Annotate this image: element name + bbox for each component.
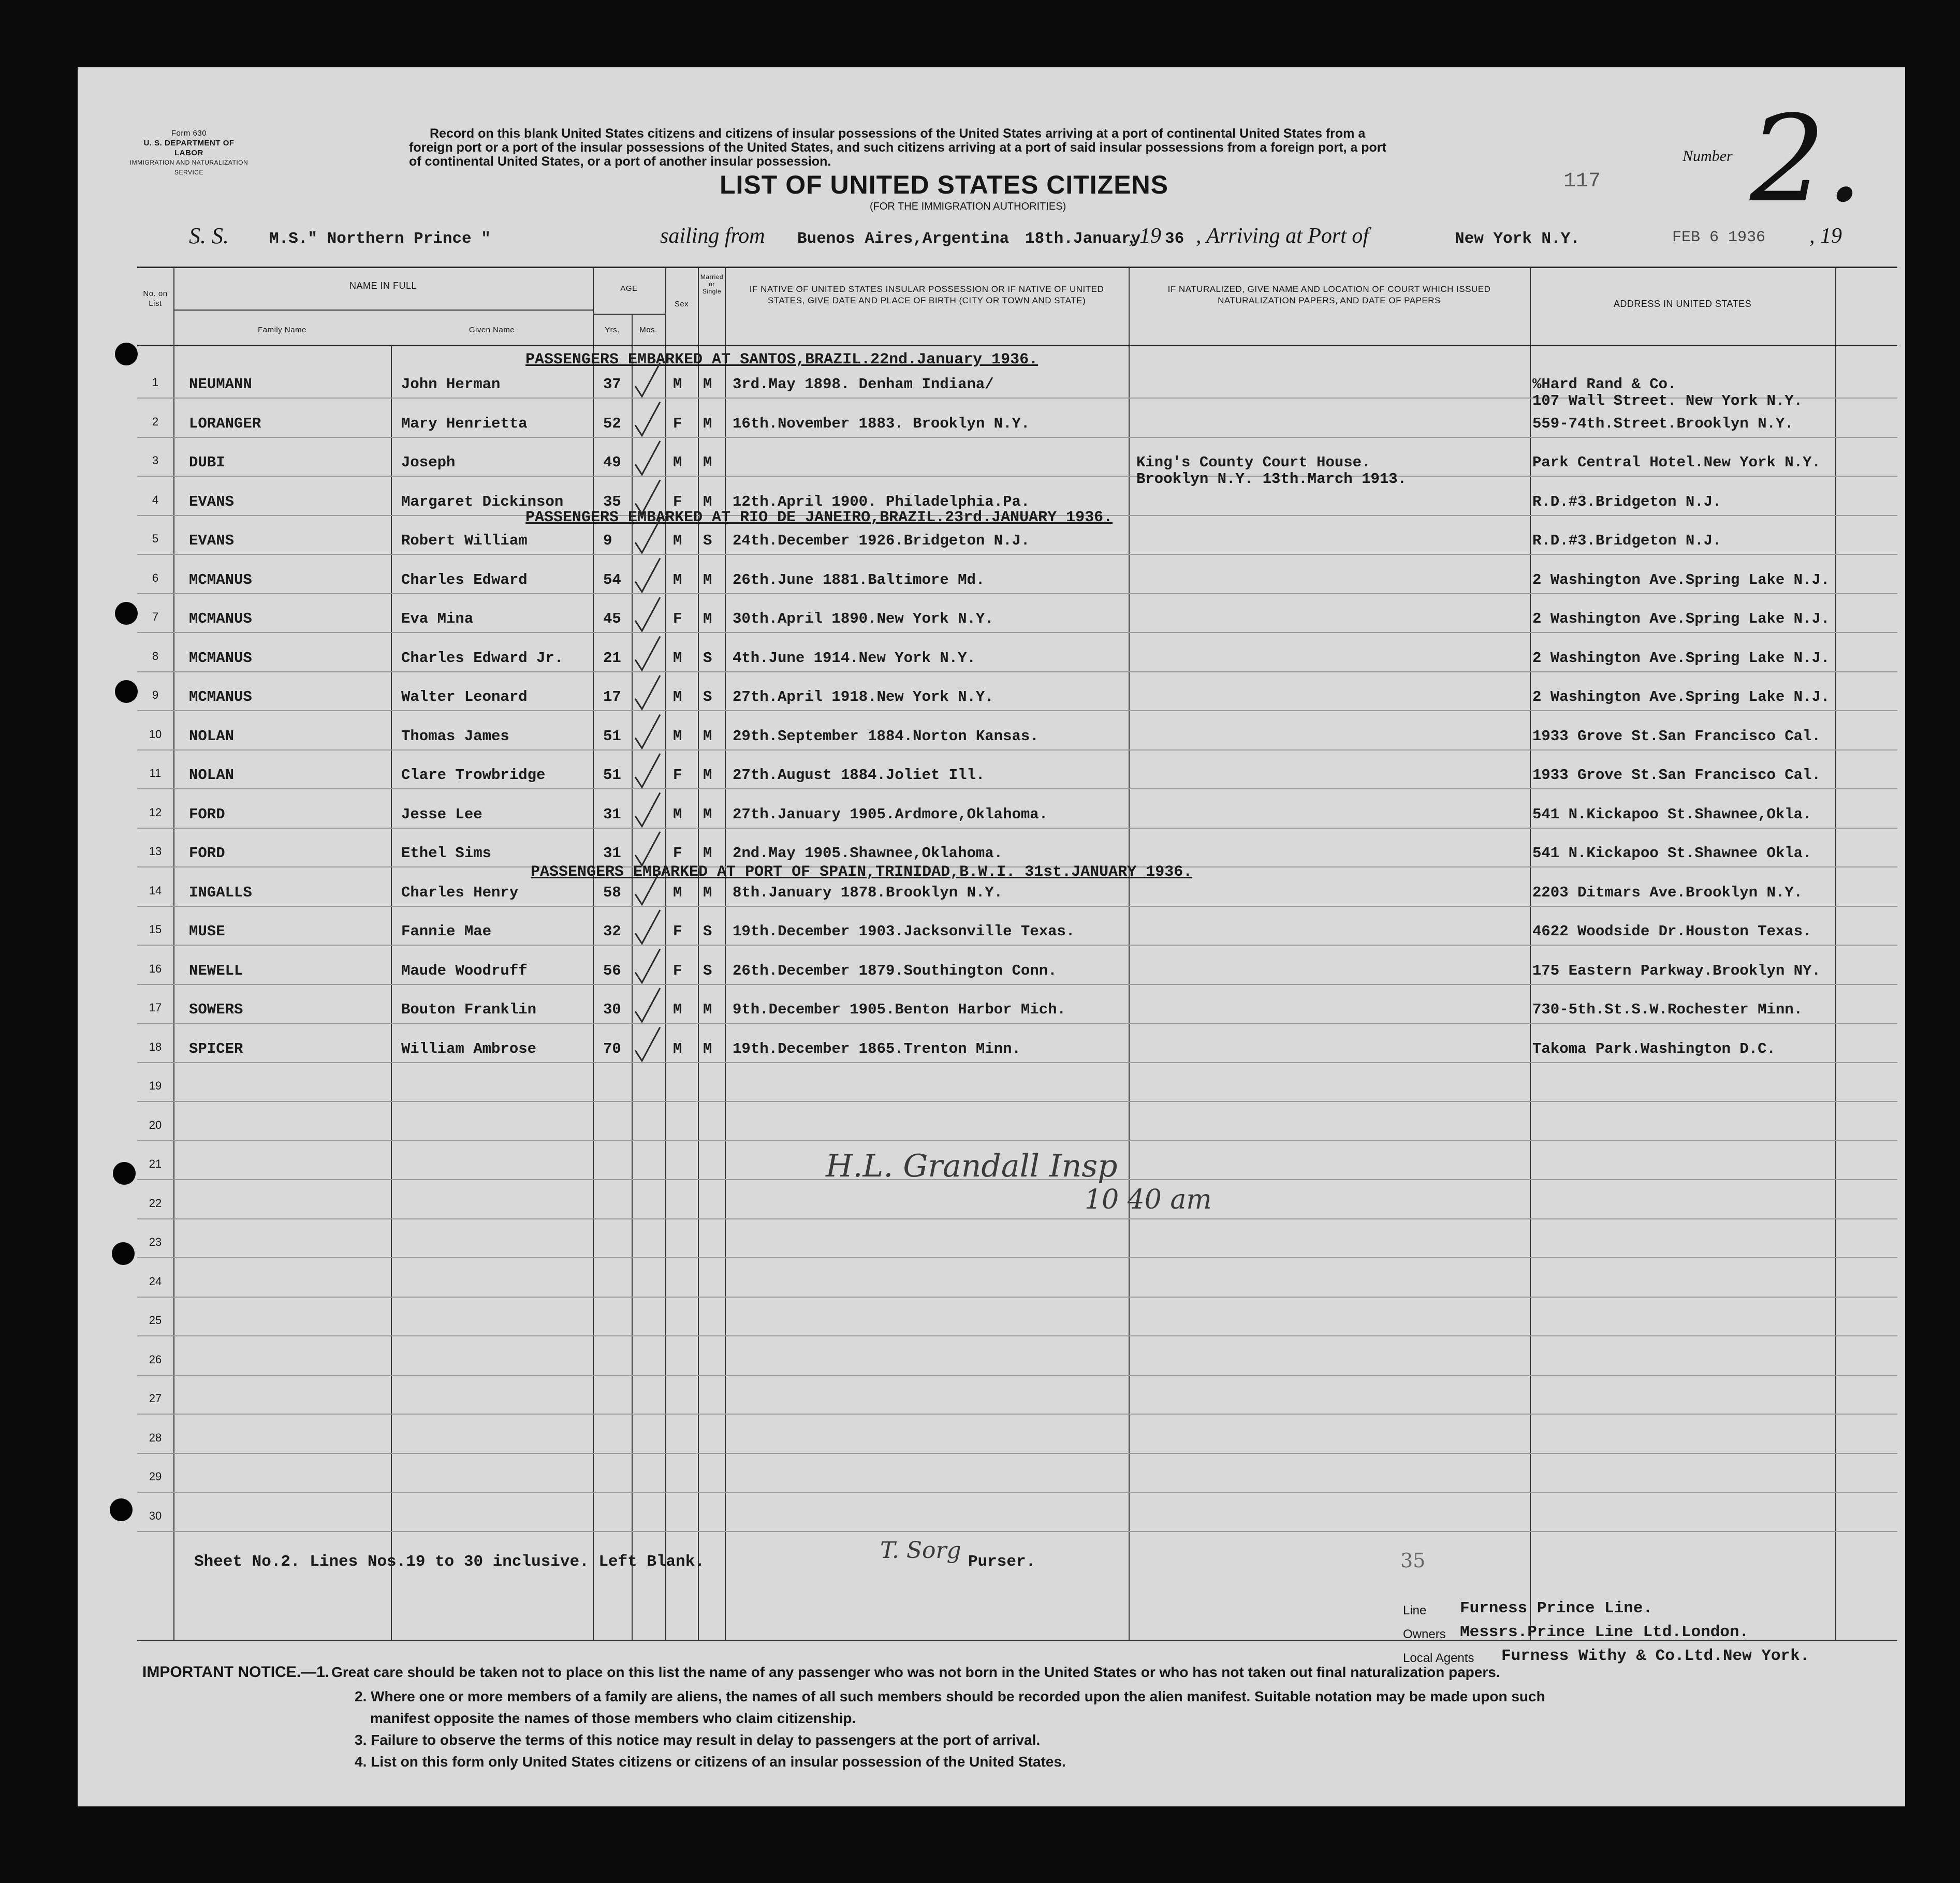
check-mark <box>635 675 660 709</box>
marital-status: M <box>703 1040 712 1057</box>
age-years: 9 <box>603 532 612 549</box>
sex: F <box>673 610 682 627</box>
sheet-number-handwritten: 2. <box>1750 91 1864 229</box>
marital-status: S <box>703 649 712 667</box>
sex: M <box>673 884 682 901</box>
notice-4: 4. List on this form only United States citizens or citizens of an insular possession of the United States. <box>355 1754 1066 1770</box>
address: R.D.#3.Bridgeton N.J. <box>1532 532 1722 549</box>
year-prefix: , 19 <box>1129 224 1161 248</box>
check-mark <box>635 441 660 475</box>
row-number: 20 <box>149 1118 162 1131</box>
family-name: FORD <box>189 805 225 823</box>
given-name: William Ambrose <box>401 1040 537 1057</box>
row-number: 21 <box>149 1157 162 1170</box>
family-name: SOWERS <box>189 1001 243 1018</box>
header-family-name: Family Name <box>258 326 306 334</box>
address: 541 N.Kickapoo St.Shawnee,Okla. <box>1532 805 1812 823</box>
check-mark <box>635 1027 660 1061</box>
given-name: Jesse Lee <box>401 805 482 823</box>
header-given-name: Given Name <box>469 326 515 334</box>
age-years: 51 <box>603 767 621 784</box>
given-name: Joseph <box>401 454 456 471</box>
line-value: Furness Prince Line. <box>1460 1599 1653 1617</box>
row-number: 11 <box>149 767 162 779</box>
sex: F <box>673 767 682 784</box>
family-name: MCMANUS <box>189 571 252 589</box>
manifest-table <box>137 267 1897 1641</box>
inspector-signature: H.L. Grandall Insp <box>826 1148 1118 1184</box>
birth-info: 29th.September 1884.Norton Kansas. <box>733 727 1039 745</box>
given-name: Mary Henrietta <box>401 415 528 432</box>
family-name: NEUMANN <box>189 376 252 393</box>
notice-1: Great care should be taken not to place on this list the name of any passenger who was not born in the United States or who has not taken out final naturalization papers. <box>331 1664 1500 1680</box>
form-service: IMMIGRATION AND NATURALIZATION SERVICE <box>129 159 248 176</box>
age-years: 58 <box>603 884 621 901</box>
row-number: 1 <box>152 376 159 389</box>
address: 2 Washington Ave.Spring Lake N.J. <box>1532 688 1830 705</box>
age-years: 51 <box>603 727 621 745</box>
sex: F <box>673 493 682 510</box>
sailing-label: sailing from <box>660 224 765 248</box>
arrival-date-stamp: FEB 6 1936 <box>1672 229 1766 246</box>
family-name: NOLAN <box>189 727 235 745</box>
check-mark <box>635 480 660 514</box>
sex: F <box>673 845 682 862</box>
row-number: 14 <box>149 884 162 897</box>
marital-status: M <box>703 884 712 901</box>
family-name: DUBI <box>189 454 225 471</box>
address: 730-5th.St.S.W.Rochester Minn. <box>1532 1001 1803 1018</box>
row-number: 10 <box>149 727 162 741</box>
punch-hole <box>115 343 138 365</box>
row-number: 28 <box>149 1431 162 1444</box>
birth-info: 16th.November 1883. Brooklyn N.Y. <box>733 415 1030 432</box>
arrival-port: New York N.Y. <box>1455 230 1580 248</box>
line-owners-block <box>1403 1599 1895 1671</box>
check-mark <box>635 949 660 983</box>
manifest-sheet <box>78 67 1905 1806</box>
header-name-in-full: NAME IN FULL <box>349 281 417 291</box>
punch-hole <box>115 680 138 703</box>
check-mark <box>635 637 660 670</box>
address: 559-74th.Street.Brooklyn N.Y. <box>1532 415 1794 432</box>
row-number: 6 <box>152 571 159 584</box>
marital-status: M <box>703 805 712 823</box>
sex: M <box>673 727 682 745</box>
owners-label: Owners <box>1403 1627 1446 1641</box>
owners-row <box>1403 1623 1895 1647</box>
address: Park Central Hotel.New York N.Y. <box>1532 454 1821 471</box>
given-name: John Herman <box>401 376 501 393</box>
header-yrs: Yrs. <box>605 326 620 334</box>
address: Takoma Park.Washington D.C. <box>1532 1040 1776 1057</box>
number-label: Number <box>1683 148 1733 165</box>
address: 1933 Grove St.San Francisco Cal. <box>1532 767 1821 784</box>
birth-info: 3rd.May 1898. Denham Indiana/ <box>733 376 994 393</box>
marital-status: M <box>703 415 712 432</box>
row-number: 3 <box>152 454 159 467</box>
age-years: 35 <box>603 493 621 510</box>
marital-status: M <box>703 845 712 862</box>
ship-name: M.S." Northern Prince " <box>269 230 491 248</box>
marital-status: M <box>703 493 712 510</box>
given-name: Walter Leonard <box>401 688 528 705</box>
row-number: 29 <box>149 1470 162 1483</box>
given-name: Clare Trowbridge <box>401 767 546 784</box>
family-name: EVANS <box>189 493 235 510</box>
marital-status: M <box>703 610 712 627</box>
section-header-santos: PASSENGERS EMBARKED AT SANTOS,BRAZIL.22nd.January 1936. <box>525 351 1038 369</box>
check-mark <box>635 793 660 827</box>
age-years: 30 <box>603 1001 621 1018</box>
marital-status: S <box>703 688 712 705</box>
age-years: 21 <box>603 649 621 667</box>
header-birth: IF NATIVE OF UNITED STATES INSULAR POSSESSION OR IF NATIVE OF UNITED STATES, GIVE DATE AND PLACE OF BIRTH (CITY OR TOWN AND STATE) <box>749 284 1104 305</box>
record-text-3: of continental United States, or a port of another insular possession. <box>409 154 831 169</box>
sex: M <box>673 649 682 667</box>
punch-hole <box>115 602 138 625</box>
notice-2b: manifest opposite the names of those members who claim citizenship. <box>370 1710 856 1726</box>
check-marks <box>137 268 1897 1640</box>
page-title: LIST OF UNITED STATES CITIZENS <box>720 170 1169 199</box>
check-mark <box>635 363 660 396</box>
marital-status: M <box>703 727 712 745</box>
given-name: Charles Edward Jr. <box>401 649 564 667</box>
given-name: Robert William <box>401 532 528 549</box>
age-years: 32 <box>603 923 621 940</box>
birth-info: 19th.December 1865.Trenton Minn. <box>733 1040 1021 1057</box>
sex: F <box>673 923 682 940</box>
sailing-from: Buenos Aires,Argentina <box>797 230 1010 248</box>
agents-label: Local Agents <box>1403 1651 1474 1665</box>
family-name: FORD <box>189 845 225 862</box>
header-age: AGE <box>620 284 638 293</box>
age-years: 49 <box>603 454 621 471</box>
sailing-year: 36 <box>1165 230 1184 248</box>
given-name: Maude Woodruff <box>401 962 528 979</box>
check-mark <box>635 754 660 787</box>
sex: F <box>673 415 682 432</box>
address: 175 Eastern Parkway.Brooklyn NY. <box>1532 962 1821 979</box>
address: %Hard Rand & Co. <box>1532 376 1677 393</box>
birth-info: 8th.January 1878.Brooklyn N.Y. <box>733 884 1003 901</box>
address: 1933 Grove St.San Francisco Cal. <box>1532 727 1821 745</box>
birth-info: 2nd.May 1905.Shawnee,Oklahoma. <box>733 845 1003 862</box>
family-name: NEWELL <box>189 962 243 979</box>
sex: M <box>673 571 682 589</box>
row-number: 5 <box>152 532 159 545</box>
line-label: Line <box>1403 1604 1427 1617</box>
age-years: 31 <box>603 845 621 862</box>
line-row <box>1403 1599 1895 1623</box>
birth-info: 4th.June 1914.New York N.Y. <box>733 649 976 667</box>
family-name: NOLAN <box>189 767 235 784</box>
row-number: 22 <box>149 1196 162 1210</box>
address: 2203 Ditmars Ave.Brooklyn N.Y. <box>1532 884 1803 901</box>
check-mark <box>635 519 660 553</box>
row-number: 24 <box>149 1274 162 1288</box>
row-number: 9 <box>152 688 159 701</box>
agents-value: Furness Withy & Co.Ltd.New York. <box>1501 1647 1810 1665</box>
address: 4622 Woodside Dr.Houston Texas. <box>1532 923 1812 940</box>
marital-status: S <box>703 532 712 549</box>
sex: M <box>673 1001 682 1018</box>
header-naturalized: IF NATURALIZED, GIVE NAME AND LOCATION OF COURT WHICH ISSUED NATURALIZATION PAPERS, AND DATE OF PAPERS <box>1167 284 1491 305</box>
notice-2a: 2. Where one or more members of a family are aliens, the names of all such members should be recorded upon the alien manifest. Suitable notation may be made upon such <box>355 1688 1545 1704</box>
record-text-2: foreign port or a port of the insular possessions of the United States, and such citizens arriving at a port of said insular possessions from a foreign port, a port <box>409 140 1386 155</box>
family-name: LORANGER <box>189 415 261 432</box>
age-years: 17 <box>603 688 621 705</box>
address: 2 Washington Ave.Spring Lake N.J. <box>1532 571 1830 589</box>
notice-title: IMPORTANT NOTICE.—1. <box>142 1664 330 1681</box>
given-name: Charles Henry <box>401 884 519 901</box>
header-no-on-list: No. on List <box>143 289 168 308</box>
check-mark <box>635 988 660 1022</box>
birth-info: 27th.April 1918.New York N.Y. <box>733 688 994 705</box>
header-mos: Mos. <box>639 326 657 334</box>
year2-prefix: , 19 <box>1809 224 1842 248</box>
notice-line-1 <box>142 1661 1903 1686</box>
page-count: 35 <box>1400 1549 1426 1572</box>
sailing-date: 18th.January <box>1025 230 1141 248</box>
check-mark <box>635 871 660 905</box>
age-years: 70 <box>603 1040 621 1057</box>
age-years: 31 <box>603 805 621 823</box>
punch-hole <box>110 1498 133 1521</box>
birth-info: 26th.December 1879.Southington Conn. <box>733 962 1057 979</box>
sex: M <box>673 376 682 393</box>
form-info <box>129 128 248 178</box>
record-instructions <box>409 127 1662 169</box>
section-header-rio: PASSENGERS EMBARKED AT RIO DE JANEIRO,BRAZIL.23rd.JANUARY 1936. <box>525 509 1113 526</box>
birth-info: 27th.August 1884.Joliet Ill. <box>733 767 985 784</box>
age-years: 54 <box>603 571 621 589</box>
row-number: 7 <box>152 610 159 623</box>
given-name: Bouton Franklin <box>401 1001 537 1018</box>
row-number: 12 <box>149 805 162 819</box>
row-number: 15 <box>149 923 162 936</box>
address: 2 Washington Ave.Spring Lake N.J. <box>1532 610 1830 627</box>
row-number: 23 <box>149 1235 162 1248</box>
header-address: ADDRESS IN UNITED STATES <box>1613 299 1752 309</box>
age-years: 45 <box>603 610 621 627</box>
row-number: 8 <box>152 649 159 663</box>
birth-info: 27th.January 1905.Ardmore,Oklahoma. <box>733 805 1048 823</box>
given-name: Ethel Sims <box>401 845 492 862</box>
row-number: 19 <box>149 1079 162 1092</box>
form-number: Form 630 <box>171 129 207 138</box>
stamp-number: 117 <box>1563 170 1601 193</box>
birth-info: 19th.December 1903.Jacksonville Texas. <box>733 923 1075 940</box>
sheet-note: Sheet No.2. Lines Nos.19 to 30 inclusive. Left Blank. <box>194 1553 705 1571</box>
family-name: MCMANUS <box>189 649 252 667</box>
punch-hole <box>112 1242 135 1265</box>
sex: M <box>673 532 682 549</box>
notice-3: 3. Failure to observe the terms of this notice may result in delay to passengers at the port of arrival. <box>355 1732 1041 1748</box>
row-number: 27 <box>149 1392 162 1405</box>
given-name: Charles Edward <box>401 571 528 589</box>
row-number: 30 <box>149 1509 162 1522</box>
row-number: 4 <box>152 493 159 506</box>
address: 2 Washington Ave.Spring Lake N.J. <box>1532 649 1830 667</box>
address: R.D.#3.Bridgeton N.J. <box>1532 493 1722 510</box>
given-name: Eva Mina <box>401 610 474 627</box>
age-years: 52 <box>603 415 621 432</box>
marital-status: S <box>703 962 712 979</box>
row-number: 17 <box>149 1001 162 1014</box>
family-name: MCMANUS <box>189 610 252 627</box>
owners-value: Messrs.Prince Line Ltd.London. <box>1460 1623 1749 1641</box>
punch-hole <box>113 1162 136 1185</box>
check-mark <box>635 402 660 436</box>
important-notice <box>142 1661 1903 1773</box>
naturalization-info-line-2: Brooklyn N.Y. 13th.March 1913. <box>1136 470 1407 488</box>
birth-info: 30th.April 1890.New York N.Y. <box>733 610 994 627</box>
voyage-line <box>189 223 1897 254</box>
marital-status: M <box>703 376 712 393</box>
page-subtitle: (FOR THE IMMIGRATION AUTHORITIES) <box>870 201 1066 212</box>
purser-signature: T. Sorg <box>880 1537 961 1564</box>
check-mark <box>635 715 660 748</box>
sex: F <box>673 962 682 979</box>
ss-label: S. S. <box>189 223 229 248</box>
given-name: Margaret Dickinson <box>401 493 564 510</box>
birth-info: 26th.June 1881.Baltimore Md. <box>733 571 985 589</box>
birth-info: 12th.April 1900. Philadelphia.Pa. <box>733 493 1030 510</box>
naturalization-info: King's County Court House. <box>1136 454 1371 471</box>
row-number: 16 <box>149 962 162 975</box>
family-name: INGALLS <box>189 884 252 901</box>
header-married-single: Married or Single <box>700 273 724 295</box>
marital-status: M <box>703 571 712 589</box>
birth-info: 24th.December 1926.Bridgeton N.J. <box>733 532 1030 549</box>
check-mark <box>635 910 660 944</box>
marital-status: S <box>703 923 712 940</box>
birth-info: 9th.December 1905.Benton Harbor Mich. <box>733 1001 1066 1018</box>
family-name: EVANS <box>189 532 235 549</box>
sex: M <box>673 805 682 823</box>
marital-status: M <box>703 767 712 784</box>
age-years: 56 <box>603 962 621 979</box>
header-sex: Sex <box>674 300 689 308</box>
row-number: 26 <box>149 1352 162 1366</box>
address: 541 N.Kickapoo St.Shawnee Okla. <box>1532 845 1812 862</box>
sex: M <box>673 1040 682 1057</box>
section-header-port-of-spain: PASSENGERS EMBARKED AT PORT OF SPAIN,TRINIDAD,B.W.I. 31st.JANUARY 1936. <box>531 863 1193 881</box>
row-number: 2 <box>152 415 159 428</box>
given-name: Fannie Mae <box>401 923 492 940</box>
purser-label: Purser. <box>968 1553 1036 1571</box>
sex: M <box>673 688 682 705</box>
check-mark <box>635 832 660 865</box>
row-number: 18 <box>149 1040 162 1053</box>
family-name: MCMANUS <box>189 688 252 705</box>
given-name: Thomas James <box>401 727 509 745</box>
row-number: 25 <box>149 1314 162 1327</box>
marital-status: M <box>703 454 712 471</box>
sex: M <box>673 454 682 471</box>
marital-status: M <box>703 1001 712 1018</box>
form-dept: U. S. DEPARTMENT OF LABOR <box>143 139 235 157</box>
family-name: MUSE <box>189 923 225 940</box>
inspection-time: 10 40 am <box>1085 1184 1212 1215</box>
record-text-1: Record on this blank United States citizens and citizens of insular possessions of the United States arriving at a port of continental United States from a <box>430 126 1366 141</box>
address-line-2: 107 Wall Street. New York N.Y. <box>1532 392 1803 409</box>
arriving-label: , Arriving at Port of <box>1196 224 1369 248</box>
check-mark <box>635 597 660 631</box>
age-years: 37 <box>603 376 621 393</box>
family-name: SPICER <box>189 1040 243 1057</box>
check-mark <box>635 558 660 592</box>
row-number: 13 <box>149 845 162 858</box>
